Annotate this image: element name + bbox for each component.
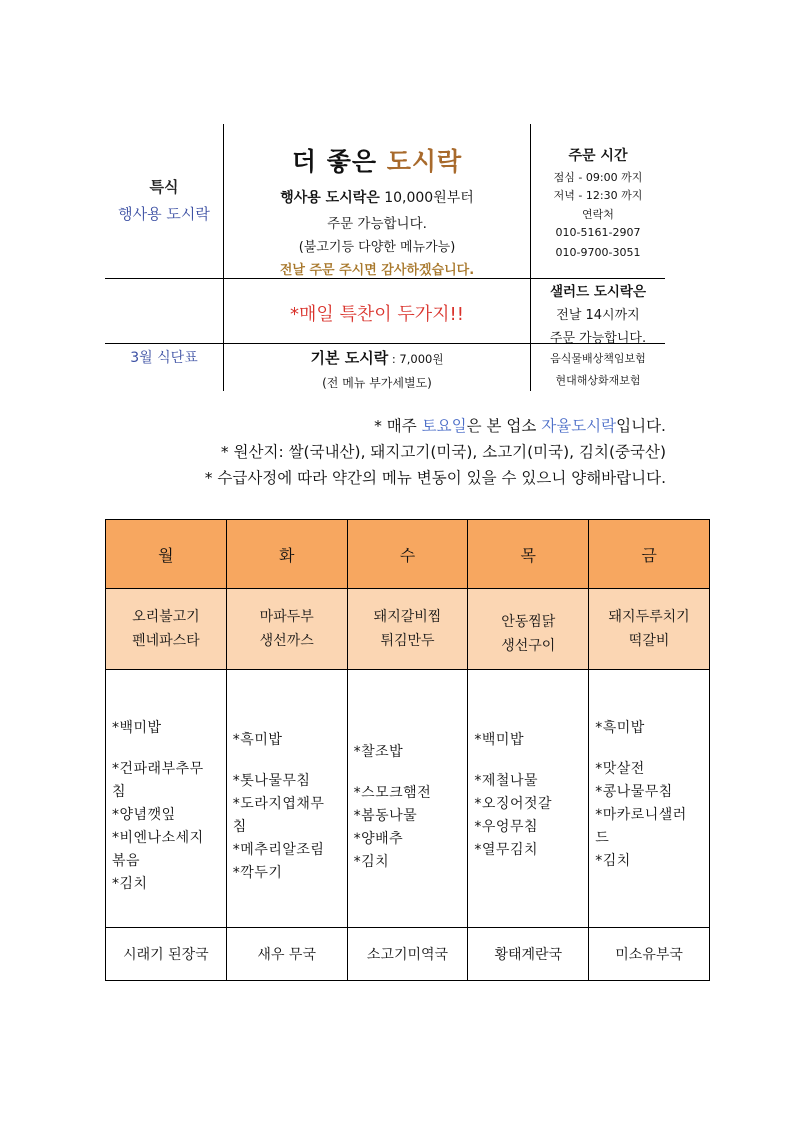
main-dish-thu: [468, 589, 589, 670]
main-dish-row: [106, 589, 710, 670]
contact-label: 연락처: [582, 208, 614, 221]
side-item: *메추리알조림: [232, 842, 325, 858]
special-label: 특식: [149, 178, 179, 196]
day-header-wed: 수: [347, 520, 468, 589]
lunch-time: 점심 - 09:00 까지: [553, 171, 643, 184]
insurance-line-2: 현대해상화재보험: [555, 374, 641, 387]
main-dish-fri: [589, 589, 710, 670]
side-dishes-mon: [106, 670, 227, 928]
main-dish: 떡갈비: [628, 633, 670, 649]
main-dish: 오리불고기: [132, 609, 200, 625]
soup-row: [106, 928, 710, 981]
main-dish: 생선구이: [501, 638, 556, 654]
note-saturday: [374, 414, 666, 436]
salad-line-3: 주문 가능합니다.: [549, 331, 647, 346]
main-dish-tue: [226, 589, 347, 670]
side-dishes-thu: [468, 670, 589, 928]
header-rule-1: [105, 278, 665, 279]
side-item: *오징어젓갈: [474, 796, 553, 812]
side-item: *제철나물: [474, 773, 538, 789]
basic-lunchbox: [224, 347, 530, 368]
rice-item: *찰조밥: [353, 744, 404, 760]
event-line-4: 전날 주문 주시면 감사하겠습니다.: [279, 263, 475, 278]
title-main: 더 좋은: [291, 147, 387, 176]
side-dishes-tue: [226, 670, 347, 928]
event-line-1: [224, 187, 530, 207]
soup-fri: 미소유부국: [589, 928, 710, 981]
insurance-line-1: 음식물배상책임보험: [550, 352, 646, 365]
side-item: 드: [595, 830, 610, 846]
side-dishes-wed: [347, 670, 468, 928]
soup-mon: 시래기 된장국: [106, 928, 227, 981]
rice-item: *백미밥: [112, 720, 162, 736]
side-dish-row: [106, 670, 710, 928]
side-item: *깍두기: [232, 865, 283, 881]
main-dish: 돼지갈비찜: [373, 609, 442, 625]
note1-free: 자율도시락: [541, 417, 617, 435]
day-header-mon: 월: [106, 520, 227, 589]
side-item: *김치: [595, 853, 631, 869]
day-header-fri: 금: [589, 520, 710, 589]
event-line-1-bold: 행사용 도시락은: [280, 190, 380, 206]
side-item: *콩나물무침: [595, 784, 673, 800]
side-item: *도라지엽채무: [232, 796, 325, 812]
note-origin: * 원산지: 쌀(국내산), 돼지고기(미국), 소고기(미국), 김치(중국산): [220, 443, 666, 461]
side-item: 침: [232, 819, 247, 835]
rice-item: *흑미밥: [232, 732, 283, 748]
basic-price: : 7,000원: [388, 352, 444, 366]
side-item: *우엉무침: [474, 819, 538, 835]
menu-month-label: 3월 식단표: [130, 350, 198, 366]
main-dish-mon: [106, 589, 227, 670]
salad-line-2: 전날 14시까지: [556, 308, 640, 323]
main-dish: 돼지두루치기: [608, 609, 690, 625]
side-item: *김치: [353, 854, 390, 870]
note-menu-change: * 수급사정에 따라 약간의 메뉴 변동이 있을 수 있으니 양해바랍니다.: [204, 469, 666, 487]
main-dish: 튀김만두: [380, 633, 435, 649]
soup-tue: 새우 무국: [226, 928, 347, 981]
side-item: *김치: [112, 876, 148, 892]
side-item: *건파래부추무: [112, 761, 204, 777]
note1-c: 은 본 업소: [466, 417, 542, 435]
soup-thu: 황태계란국: [468, 928, 589, 981]
side-item: *양념깻잎: [112, 807, 176, 823]
day-header-thu: 목: [468, 520, 589, 589]
side-item: *마카로니샐러: [595, 807, 687, 823]
side-item: *스모크햄전: [353, 785, 432, 801]
soup-wed: 소고기미역국: [347, 928, 468, 981]
main-dish-wed: [347, 589, 468, 670]
main-dish: 마파두부: [259, 609, 314, 625]
basic-label: 기본 도시락: [310, 349, 389, 367]
page-title: [224, 142, 530, 178]
side-item: *봄동나물: [353, 808, 418, 824]
side-item: *톳나물무침: [232, 773, 311, 789]
main-dish: 펜네파스타: [132, 633, 200, 649]
side-item: *양배추: [353, 831, 404, 847]
dinner-time: 저녁 - 12:30 까지: [553, 189, 643, 202]
phone-number-2: 010-9700-3051: [555, 246, 641, 259]
weekly-menu-table: [105, 519, 710, 981]
side-dishes-fri: [589, 670, 710, 928]
daily-special-banner: *매일 특찬이 두가지!!: [290, 304, 464, 325]
salad-line-1: 샐러드 도시락은: [550, 284, 646, 300]
day-header-row: [106, 520, 710, 589]
vat-note: (전 메뉴 부가세별도): [322, 376, 432, 390]
side-item: *맛살전: [595, 761, 645, 777]
event-line-1-rest: 10,000원부터: [379, 190, 474, 206]
note1-a: * 매주: [374, 417, 422, 435]
note1-e: 입니다.: [616, 417, 666, 435]
side-item: *열무김치: [474, 842, 538, 858]
side-item: 볶음: [112, 853, 141, 869]
rice-item: *백미밥: [474, 732, 524, 748]
side-item: *비엔나소세지: [112, 830, 204, 846]
order-time-title: 주문 시간: [568, 148, 628, 164]
main-dish: 안동찜닭: [501, 614, 556, 630]
side-item: 침: [112, 784, 127, 800]
title-accent: 도시락: [386, 147, 463, 176]
day-header-tue: 화: [226, 520, 347, 589]
special-subtitle: 행사용 도시락: [118, 205, 210, 223]
main-dish: 생선까스: [259, 633, 314, 649]
event-line-3: (불고기등 다양한 메뉴가능): [298, 240, 456, 255]
note1-saturday: 토요일: [421, 417, 467, 435]
rice-item: *흑미밥: [595, 720, 645, 736]
phone-number-1: 010-5161-2907: [555, 226, 641, 239]
event-line-2: 주문 가능합니다.: [327, 216, 427, 232]
